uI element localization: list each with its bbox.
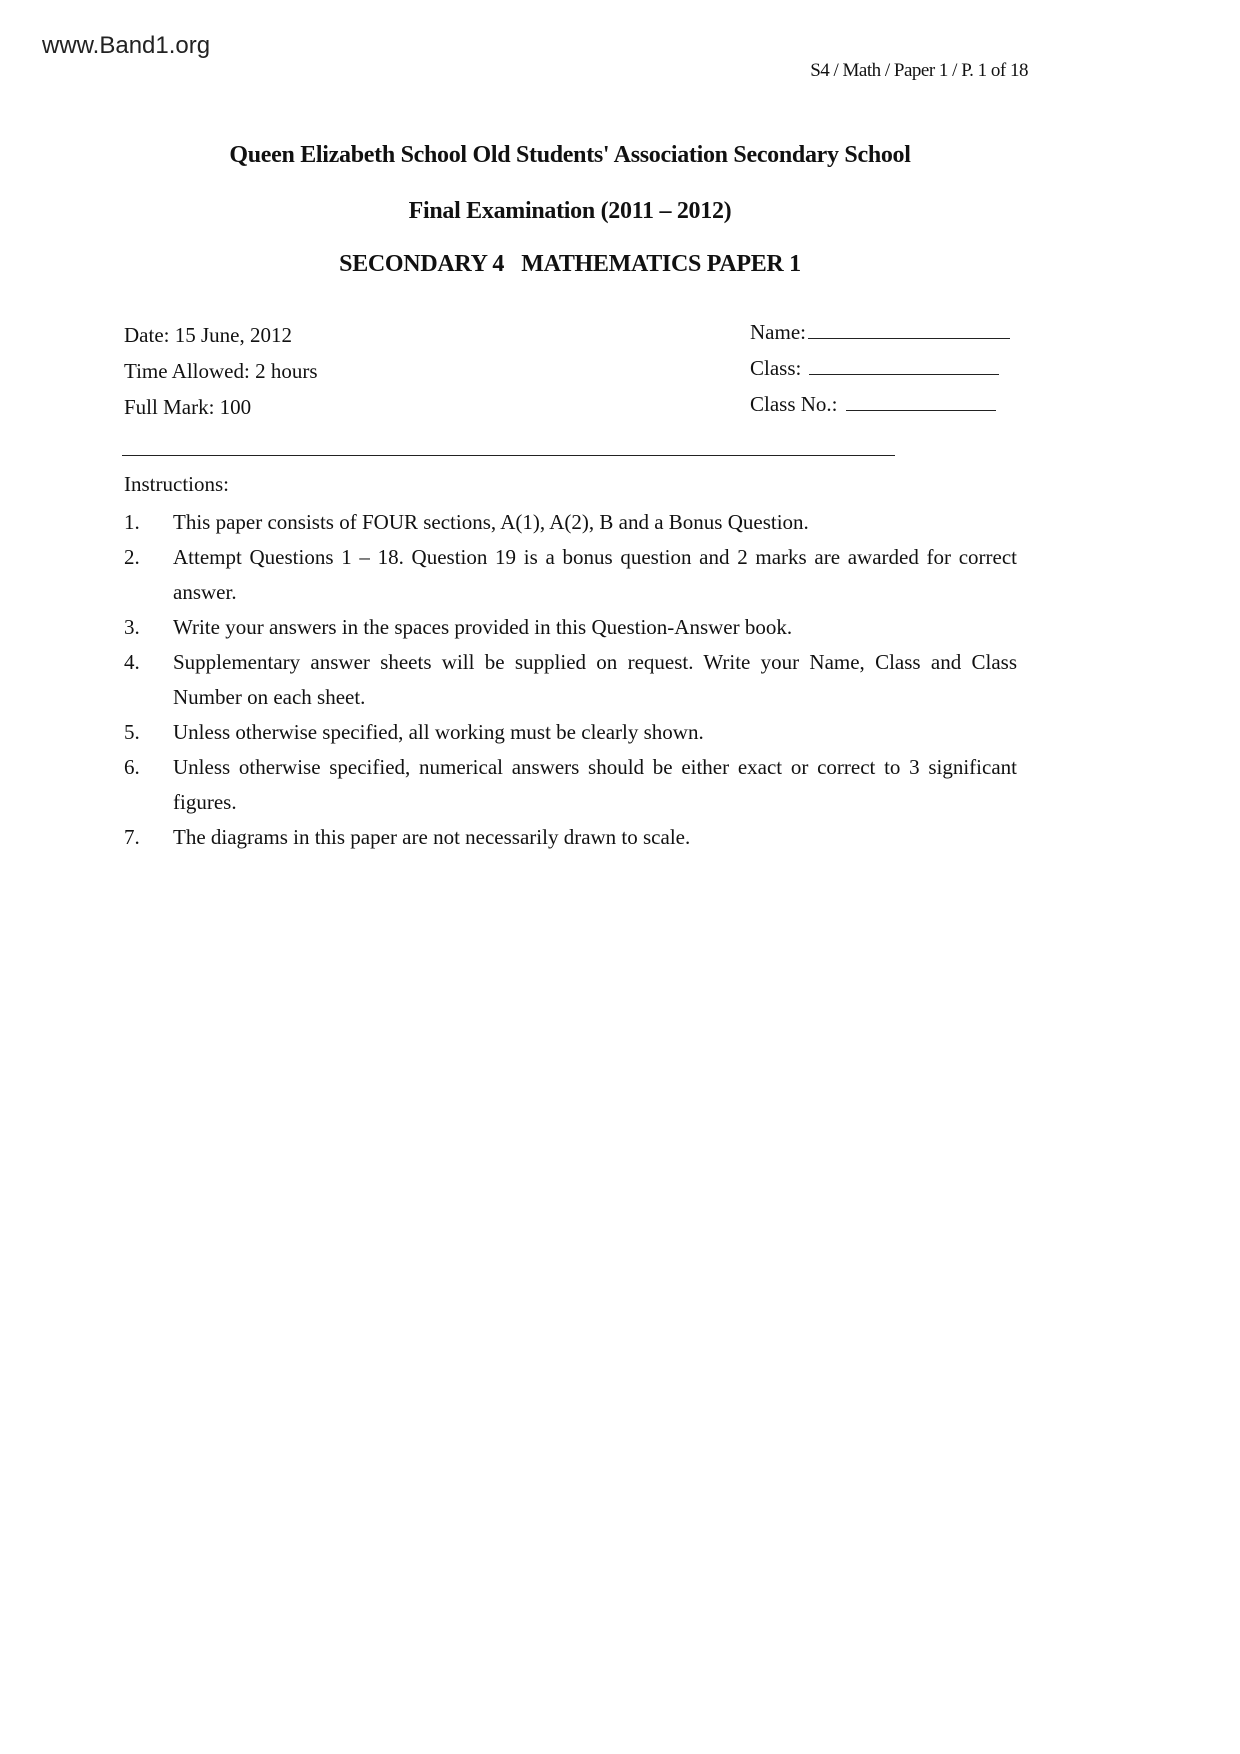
- instruction-item: [124, 820, 1017, 855]
- instruction-item: [124, 505, 1017, 540]
- divider: [122, 455, 895, 456]
- exam-date: Date: 15 June, 2012: [124, 323, 292, 347]
- class-blank: [809, 374, 999, 375]
- instruction-number: 6.: [124, 755, 140, 779]
- name-label: Name:: [750, 320, 806, 344]
- instruction-text: Supplementary answer sheets will be supplied on request. Write your Name, Class and Class Number on each sheet.: [173, 650, 1017, 709]
- class-field: [750, 356, 999, 381]
- time-allowed: Time Allowed: 2 hours: [124, 359, 318, 383]
- class-no-blank: [846, 410, 996, 411]
- exam-title: Final Examination (2011 – 2012): [408, 198, 732, 224]
- instruction-number: 2.: [124, 545, 140, 569]
- instruction-text: This paper consists of FOUR sections, A(1), A(2), B and a Bonus Question.: [173, 510, 809, 534]
- paper-title: SECONDARY 4 MATHEMATICS PAPER 1: [339, 251, 801, 277]
- page-header: S4 / Math / Paper 1 / P. 1 of 18: [810, 60, 1028, 81]
- instruction-item: [124, 715, 1017, 750]
- class-no-label: Class No.:: [750, 392, 838, 416]
- instruction-number: 5.: [124, 720, 140, 744]
- full-mark: Full Mark: 100: [124, 395, 252, 419]
- name-blank: [808, 338, 1010, 339]
- instruction-item: [124, 540, 1017, 610]
- instruction-text: The diagrams in this paper are not necessarily drawn to scale.: [173, 825, 691, 849]
- instruction-number: 4.: [124, 650, 140, 674]
- watermark: www.Band1.org: [42, 32, 211, 59]
- instruction-text: Unless otherwise specified, all working must be clearly shown.: [173, 720, 704, 744]
- instruction-number: 1.: [124, 510, 140, 534]
- class-label: Class:: [750, 356, 802, 380]
- instruction-item: [124, 645, 1017, 715]
- name-field: [750, 320, 1010, 345]
- instruction-item: [124, 610, 1017, 645]
- instructions-list: [124, 505, 1017, 855]
- instruction-item: [124, 750, 1017, 820]
- instruction-number: 7.: [124, 825, 140, 849]
- class-no-field: [750, 392, 996, 417]
- school-name: Queen Elizabeth School Old Students' Association Secondary School: [229, 142, 911, 168]
- instruction-text: Unless otherwise specified, numerical answers should be either exact or correct to 3 significant figures.: [173, 755, 1017, 814]
- instructions-heading: Instructions:: [124, 472, 229, 496]
- instruction-text: Write your answers in the spaces provided in this Question-Answer book.: [173, 615, 793, 639]
- instruction-text: Attempt Questions 1 – 18. Question 19 is a bonus question and 2 marks are awarded for correct answer.: [173, 545, 1017, 604]
- instruction-number: 3.: [124, 615, 140, 639]
